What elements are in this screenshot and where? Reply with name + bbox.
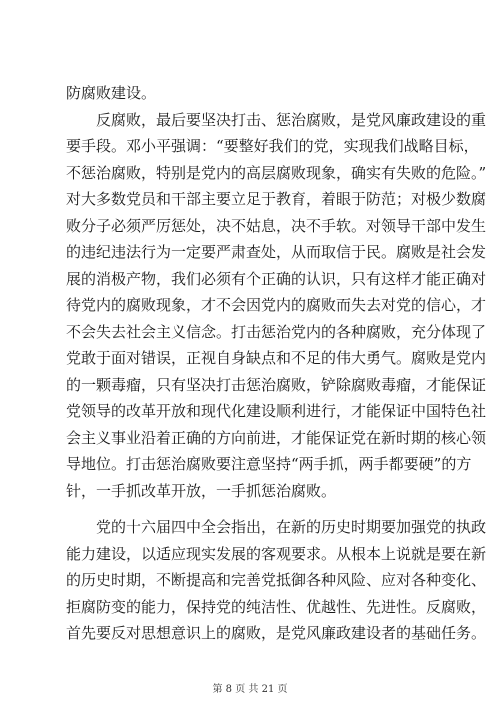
text-line: 不惩治腐败，特别是党内的高层腐败现象，确实有失败的危险。” [66,163,487,182]
text-line: 导地位。打击惩治腐败要注意坚持“两手抓，两手都要硬”的方 [66,455,472,473]
text-line: 针，一手抓改革开放，一手抓惩治腐败。 [66,481,337,500]
text-line: 待党内的腐败现象，才不会因党内的腐败而失去对党的信心，才 [66,296,487,314]
text-line: 对大多数党员和干部主要立足于教育，着眼于防范；对极少数腐 [66,190,487,208]
text-line: 党领导的改革开放和现代化建设顺利进行，才能保证中国特色社 [66,402,487,420]
text-line: 首先要反对思想意识上的腐败，是党风廉政建设者的基础任务。 [66,624,487,642]
document-body [66,80,487,647]
paragraph [66,107,487,505]
text-line: 党的十六届四中全会指出，在新的历史时期要加强党的执政 [96,518,487,536]
text-line: 党敢于面对错误，正视自身缺点和不足的伟大勇气。腐败是党内 [66,349,487,367]
text-line: 拒腐防变的能力，保持党的纯洁性、优越性、先进性。反腐败， [66,597,487,616]
text-line: 防腐败建设。 [66,84,157,102]
text-line: 的违纪违法行为一定要严肃查处，从而取信于民。腐败是社会发 [66,243,487,261]
text-line: 能力建设，以适应现实发展的客观要求。从根本上说就是要在新 [66,544,487,563]
paragraph-gap [66,504,434,514]
text-line: 要手段。邓小平强调：“要整好我们的党，实现我们战略目标， [66,137,479,155]
page-footer: 第 8 页 共 21 页 [212,684,288,695]
text-line: 的历史时期，不断提高和完善党抵御各种风险、应对各种变化、 [66,571,487,589]
text-line: 的一颗毒瘤，只有坚决打击惩治腐败，铲除腐败毒瘤，才能保证 [66,375,487,394]
text-line: 会主义事业沿着正确的方向前进，才能保证党在新时期的核心领 [66,428,487,447]
text-line: 败分子必须严厉惩处，决不姑息，决不手软。对领导干部中发生 [66,216,487,235]
text-line: 反腐败，最后要坚决打击、惩治腐败，是党风廉政建设的重 [96,110,487,129]
text-line: 展的消极产物，我们必须有个正确的认识，只有这样才能正确对 [66,269,487,288]
paragraph [66,514,487,647]
text-line: 不会失去社会主义信念。打击惩治党内的各种腐败，充分体现了 [66,322,487,341]
paragraph [66,80,434,107]
